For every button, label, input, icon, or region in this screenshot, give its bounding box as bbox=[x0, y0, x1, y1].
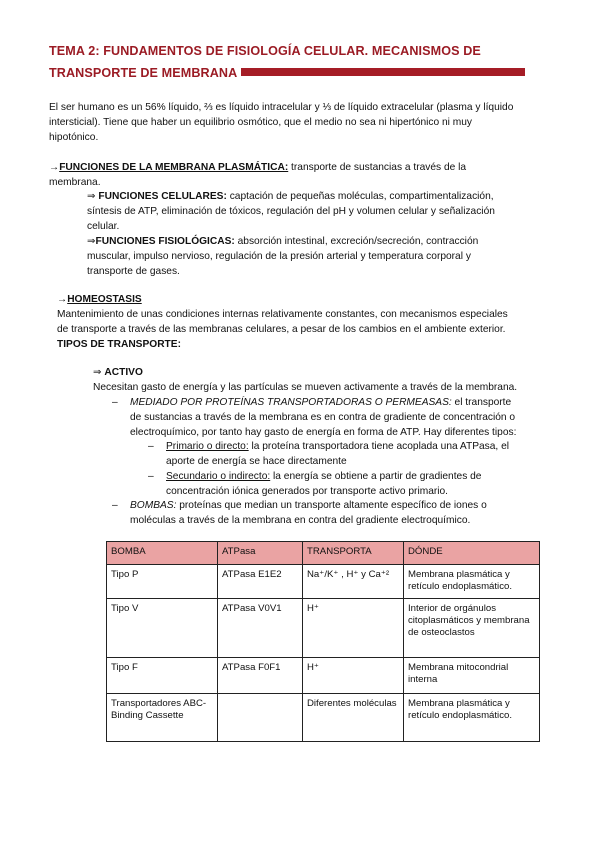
table-header-cell: TRANSPORTA bbox=[303, 542, 404, 565]
table-header-cell: BOMBA bbox=[107, 542, 218, 565]
bombas-table bbox=[106, 541, 540, 742]
permeasas-text-1: el transporte bbox=[451, 397, 512, 408]
table-row bbox=[107, 658, 540, 694]
funciones-text-2: membrana. bbox=[49, 177, 101, 188]
primario-text-2: aporte de energía se hace directamente bbox=[166, 456, 347, 467]
celulares-heading: FUNCIONES CELULARES: bbox=[95, 191, 227, 202]
secundario-text-1: la energía se obtiene a partir de gradientes de bbox=[270, 471, 482, 482]
table-cell-atpasa: ATPasa V0V1 bbox=[218, 599, 303, 658]
bombas-text-1: proteínas que median un transporte altamente específico de iones o bbox=[176, 500, 487, 511]
activo-text: Necesitan gasto de energía y las partículas se mueven activamente a través de la membrana. bbox=[93, 382, 518, 393]
table-cell-donde: Membrana plasmática y retículo endoplasmático. bbox=[404, 694, 540, 742]
table-cell-donde: Membrana mitocondrial interna bbox=[404, 658, 540, 694]
title-line-1: TEMA 2: FUNDAMENTOS DE FISIOLOGÍA CELULAR. MECANISMOS DE bbox=[49, 44, 481, 58]
table-row bbox=[107, 599, 540, 658]
table-header-row bbox=[107, 542, 540, 565]
title-accent-bar bbox=[241, 68, 525, 76]
table-cell-transporta: H⁺ bbox=[303, 658, 404, 694]
fisio-text-2: muscular, impulso nervioso, regulación de la presión arterial y temperatura corporal y bbox=[87, 251, 471, 262]
homeostasis-text-1: Mantenimiento de unas condiciones internas relativamente constantes, con mecanismos especiales bbox=[57, 309, 508, 320]
intro-line-3: hipotónico. bbox=[49, 132, 99, 143]
intro-paragraph bbox=[49, 100, 513, 145]
table-cell-transporta: H⁺ bbox=[303, 599, 404, 658]
dash-marker: – bbox=[148, 441, 154, 452]
celulares-text-1: captación de pequeñas moléculas, compartimentalización, bbox=[226, 191, 494, 202]
primario-text-1: la proteína transportadora tiene acoplada una ATPasa, el bbox=[248, 441, 510, 452]
permeasas-text-2: de sustancias a través de la membrana es en contra de gradiente de concentración o bbox=[130, 412, 516, 423]
table-header-cell: DÓNDE bbox=[404, 542, 540, 565]
funciones-celulares bbox=[87, 189, 557, 234]
table-cell-donde: Interior de orgánulos citoplasmáticos y membrana de osteoclastos bbox=[404, 599, 540, 658]
table-cell-bomba: Tipo P bbox=[107, 565, 218, 599]
dash-marker: – bbox=[112, 397, 118, 408]
table-cell-bomba: Tipo V bbox=[107, 599, 218, 658]
bombas-item bbox=[130, 498, 570, 528]
primario-heading: Primario o directo: bbox=[166, 441, 249, 452]
homeostasis-heading: HOMEOSTASIS bbox=[67, 294, 142, 305]
activo-heading: ACTIVO bbox=[104, 367, 143, 378]
implies-icon: ⇒ bbox=[87, 236, 96, 247]
homeostasis-text-2: de transporte a través de las membranas celulares, a pesar de los cambios en el ambiente exterior. bbox=[57, 324, 506, 335]
bombas-heading: BOMBAS: bbox=[130, 500, 177, 511]
secundario-item bbox=[166, 469, 566, 499]
secundario-heading: Secundario o indirecto: bbox=[166, 471, 271, 482]
table-cell-bomba: Tipo F bbox=[107, 658, 218, 694]
funciones-text-1: transporte de sustancias a través de la bbox=[288, 162, 467, 173]
dash-marker: – bbox=[148, 471, 154, 482]
intro-line-2: intersticial). Tiene que haber un equilibrio osmótico, que el medio no sea ni hipertónico ni muy bbox=[49, 117, 473, 128]
bombas-text-2: moléculas a través de la membrana en contra del gradiente electroquímico. bbox=[130, 515, 471, 526]
funciones-section bbox=[49, 160, 569, 190]
table-row bbox=[107, 565, 540, 599]
fisio-text-1: absorción intestinal, excreción/secreción, contracción bbox=[234, 236, 479, 247]
table-header-cell: ATPasa bbox=[218, 542, 303, 565]
implies-icon: ⇒ bbox=[93, 367, 102, 378]
permeasas-item bbox=[130, 395, 570, 440]
fisio-text-3: transporte de gases. bbox=[87, 266, 180, 277]
permeasas-text-3: electroquímico, por tanto hay gasto de energía en forma de ATP. Hay diferentes tipos: bbox=[130, 427, 517, 438]
table-row bbox=[107, 694, 540, 742]
table-cell-atpasa: ATPasa E1E2 bbox=[218, 565, 303, 599]
page-title bbox=[49, 40, 554, 84]
celulares-text-3: celular. bbox=[87, 221, 120, 232]
implies-icon: ⇒ bbox=[87, 191, 96, 202]
dash-marker: – bbox=[112, 500, 118, 511]
title-line-2-text: TRANSPORTE DE MEMBRANA bbox=[49, 66, 238, 80]
table-cell-atpasa bbox=[218, 694, 303, 742]
table-cell-transporta: Na⁺/K⁺ , H⁺ y Ca⁺² bbox=[303, 565, 404, 599]
table-cell-bomba: Transportadores ABC-Binding Cassette bbox=[107, 694, 218, 742]
arrow-icon: → bbox=[49, 162, 60, 173]
intro-line-1: El ser humano es un 56% líquido, ⅔ es líquido intracelular y ⅓ de líquido extracelular (plasma y líquido bbox=[49, 102, 514, 113]
title-line-2 bbox=[49, 62, 554, 84]
permeasas-heading: MEDIADO POR PROTEÍNAS TRANSPORTADORAS O PERMEASAS: bbox=[130, 397, 452, 408]
celulares-text-2: síntesis de ATP, eliminación de tóxicos, regulación del pH y volumen celular y señalización bbox=[87, 206, 495, 217]
fisio-heading: FUNCIONES FISIOLÓGICAS: bbox=[95, 236, 235, 247]
table-cell-donde: Membrana plasmática y retículo endoplasmático. bbox=[404, 565, 540, 599]
tipos-heading: TIPOS DE TRANSPORTE: bbox=[57, 339, 181, 350]
funciones-heading: FUNCIONES DE LA MEMBRANA PLASMÁTICA: bbox=[59, 162, 289, 173]
table-cell-transporta: Diferentes moléculas bbox=[303, 694, 404, 742]
primario-item bbox=[166, 439, 566, 469]
funciones-fisiologicas bbox=[87, 234, 557, 279]
activo-section bbox=[93, 365, 573, 395]
table-cell-atpasa: ATPasa F0F1 bbox=[218, 658, 303, 694]
homeostasis-section bbox=[57, 292, 577, 352]
secundario-text-2: concentración iónica generados por transporte activo primario. bbox=[166, 486, 449, 497]
arrow-icon: → bbox=[57, 294, 68, 305]
